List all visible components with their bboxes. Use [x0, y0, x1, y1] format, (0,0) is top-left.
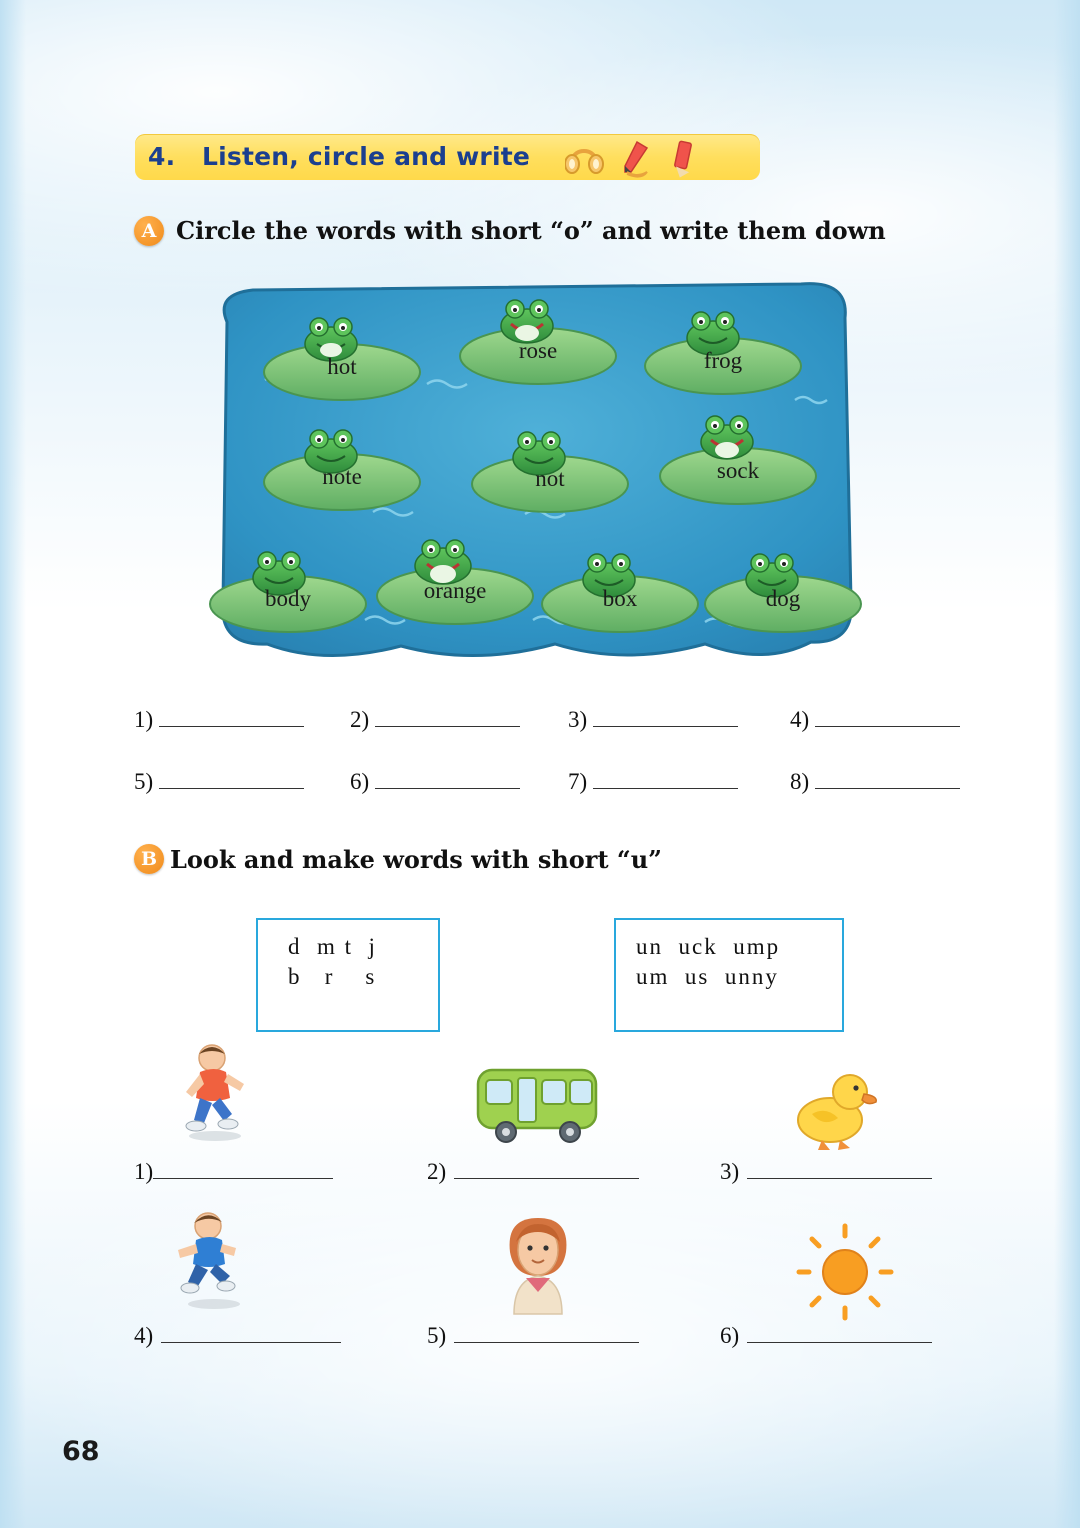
- answer-slot-6[interactable]: [350, 768, 520, 795]
- answer-blank[interactable]: [375, 768, 520, 789]
- section-a-badge: A: [134, 216, 164, 246]
- picture-number: 2): [427, 1159, 447, 1184]
- section-a-instruction: Circle the words with short “o” and write them down: [176, 216, 886, 245]
- answer-number: 5): [134, 769, 154, 794]
- answer-number: 6): [350, 769, 370, 794]
- sun-icon: [790, 1222, 900, 1327]
- answer-blank[interactable]: [159, 768, 304, 789]
- pond-illustration: hot rose frog note not sock body orange box dog: [205, 262, 865, 672]
- answer-slot-2[interactable]: [350, 706, 520, 733]
- section-b-instruction: Look and make words with short “u”: [170, 845, 662, 874]
- answer-slot-1[interactable]: [134, 706, 304, 733]
- answer-number: 1): [134, 707, 154, 732]
- picture-blank[interactable]: [454, 1322, 639, 1343]
- answer-number: 8): [790, 769, 810, 794]
- picture-number: 5): [427, 1323, 447, 1348]
- picture-slot-3[interactable]: [720, 1158, 932, 1185]
- answer-blank[interactable]: [593, 706, 738, 727]
- pencil-icon: [674, 141, 692, 178]
- picture-blank[interactable]: [747, 1322, 932, 1343]
- picture-blank[interactable]: [153, 1158, 333, 1179]
- task-number: 4.: [148, 142, 176, 171]
- answer-number: 3): [568, 707, 588, 732]
- picture-number: 3): [720, 1159, 740, 1184]
- section-b-badge: B: [134, 844, 164, 874]
- picture-blank[interactable]: [161, 1322, 341, 1343]
- picture-slot-4[interactable]: [134, 1322, 341, 1349]
- answer-blank[interactable]: [815, 768, 960, 789]
- picture-number: 4): [134, 1323, 154, 1348]
- answer-number: 2): [350, 707, 370, 732]
- picture-slot-2[interactable]: [427, 1158, 639, 1185]
- picture-blank[interactable]: [747, 1158, 932, 1179]
- page-edge-left: [0, 0, 26, 1528]
- picture-blank[interactable]: [454, 1158, 639, 1179]
- picture-number: 6): [720, 1323, 740, 1348]
- answer-blank[interactable]: [159, 706, 304, 727]
- answer-slot-3[interactable]: [568, 706, 738, 733]
- task-title: [148, 142, 530, 171]
- jumping-boy-icon: [156, 1204, 276, 1319]
- answer-slot-5[interactable]: [134, 768, 304, 795]
- consonant-line-2: b r s: [288, 964, 377, 989]
- running-boy-icon: [160, 1036, 270, 1151]
- answer-blank[interactable]: [593, 768, 738, 789]
- answer-number: 7): [568, 769, 588, 794]
- answer-slot-8[interactable]: [790, 768, 960, 795]
- pencil-writing-icon: [625, 142, 647, 177]
- consonant-box: [256, 918, 440, 1032]
- mother-woman-icon: [478, 1208, 598, 1323]
- page-edge-right: [1054, 0, 1080, 1528]
- answer-number: 4): [790, 707, 810, 732]
- rime-line-1: un uck ump: [636, 934, 781, 959]
- task-title-label: Listen, circle and write: [202, 142, 531, 171]
- picture-slot-5[interactable]: [427, 1322, 639, 1349]
- picture-slot-1[interactable]: [134, 1158, 333, 1185]
- bus-icon: [470, 1056, 610, 1161]
- duck-icon: [778, 1058, 888, 1163]
- answer-slot-7[interactable]: [568, 768, 738, 795]
- answer-slot-4[interactable]: [790, 706, 960, 733]
- rime-box: [614, 918, 844, 1032]
- answer-blank[interactable]: [375, 706, 520, 727]
- task-icons: [565, 138, 745, 178]
- headphones-icon: [565, 151, 603, 173]
- answer-blank[interactable]: [815, 706, 960, 727]
- picture-slot-6[interactable]: [720, 1322, 932, 1349]
- consonant-line-1: d m t j: [288, 934, 377, 959]
- page-number: 68: [62, 1436, 100, 1467]
- picture-number: 1): [134, 1159, 154, 1184]
- rime-line-2: um us unny: [636, 964, 779, 989]
